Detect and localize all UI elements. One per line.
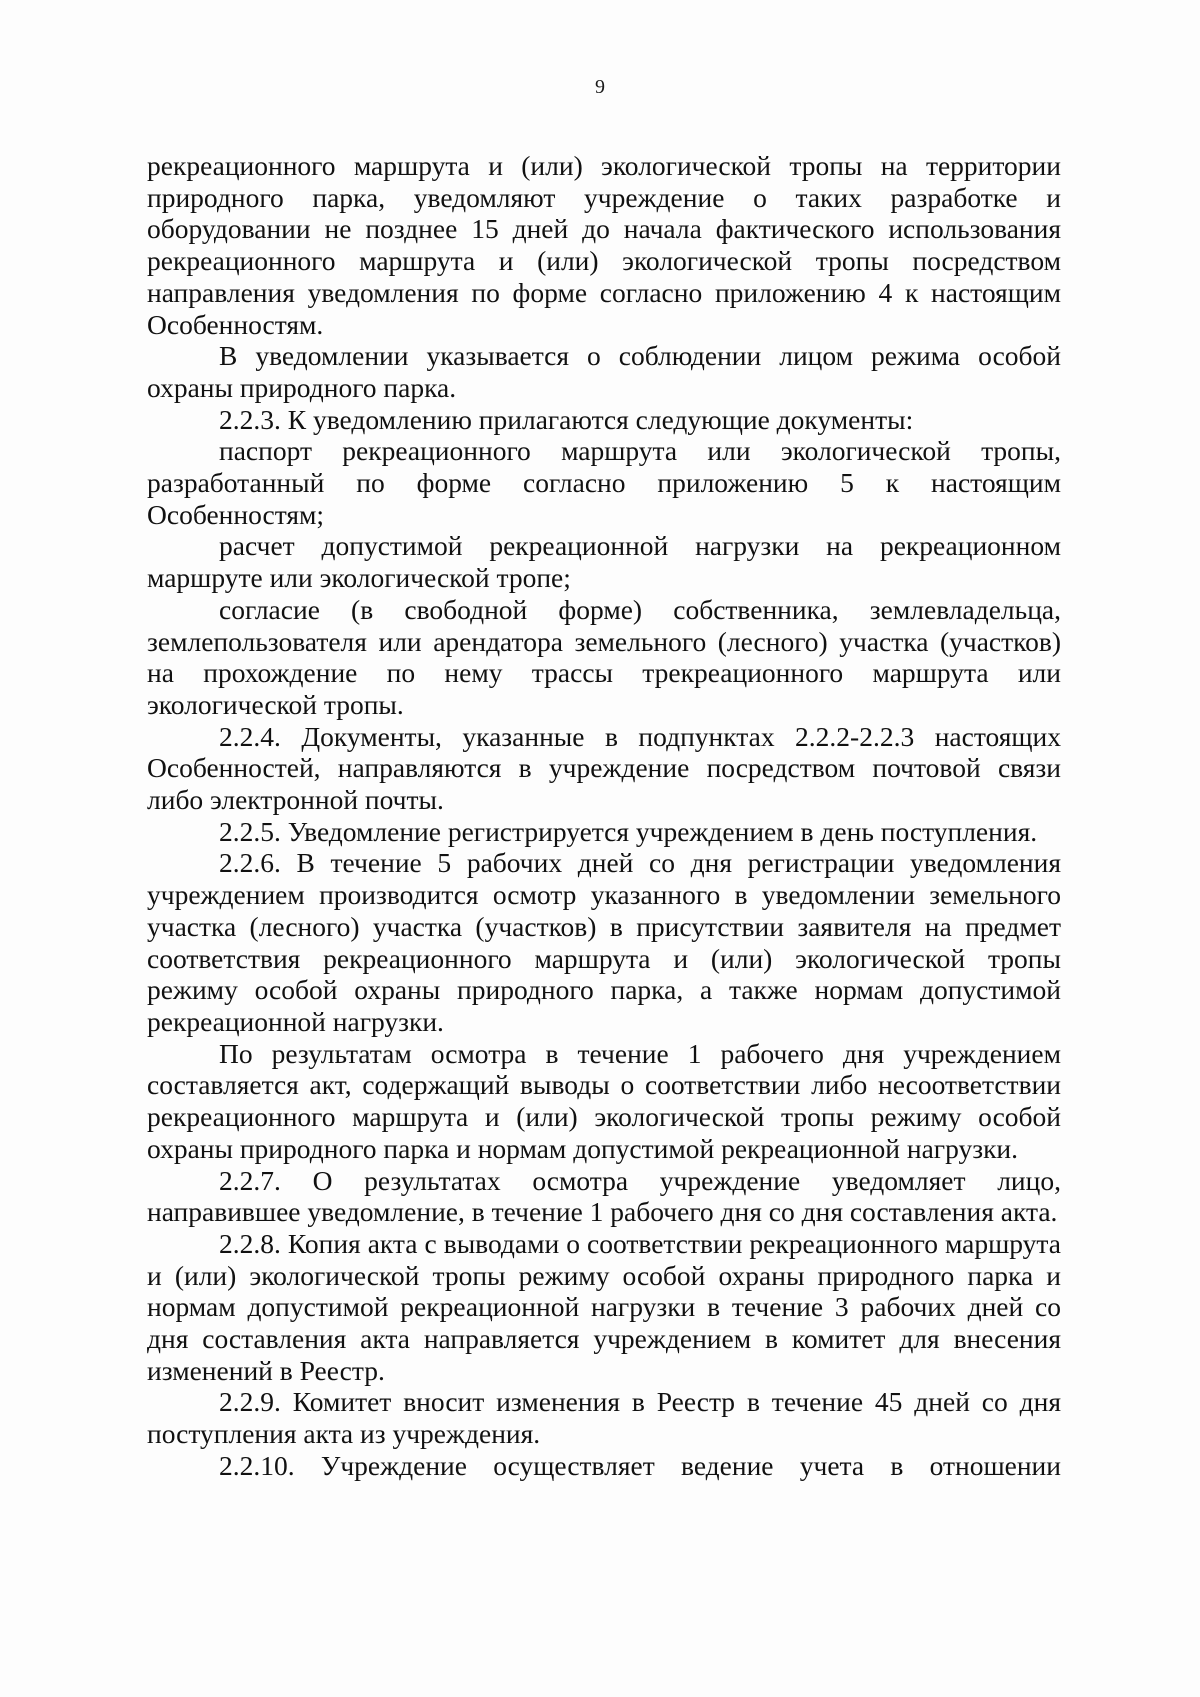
paragraph-2-2-4: 2.2.4. Документы, указанные в подпунктах 2.2.2-2.2.3 настоящих Особенностей, направляются в учреждение посредством почтовой связи либо электронной почты. (147, 720, 1061, 816)
paragraph-2-2-9: 2.2.9. Комитет вносит изменения в Реестр в течение 45 дней со дня поступления акта из учреждения. (147, 1386, 1061, 1450)
paragraph-2-2-6: 2.2.6. В течение 5 рабочих дней со дня регистрации уведомления учреждением производится осмотр указанного в уведомлении земельного участка (лесного) участка (участков) в присутствии заявителя на предмет соответствия рекреационного маршрута и (или) экологической тропы режиму особой охраны природного парка, а также нормам допустимой рекреационной нагрузки. (147, 847, 1061, 1037)
page-number: 9 (595, 76, 605, 98)
paragraph-continuation: рекреационного маршрута и (или) экологической тропы на территории природного парка, уведомляют учреждение о таких разработке и оборудовании не позднее 15 дней до начала фактического использования рекреационного маршрута и (или) экологической тропы посредством направления уведомления по форме согласно приложению 4 к настоящим Особенностям. (147, 150, 1061, 340)
paragraph-2-2-10: 2.2.10. Учреждение осуществляет ведение учета в отношении (219, 1449, 1061, 1481)
paragraph-route-passport: паспорт рекреационного маршрута или экологической тропы, разработанный по форме согласно приложению 5 к настоящим Особенностям; (147, 435, 1061, 530)
document-body (147, 150, 1061, 1482)
paragraph-notice-content: В уведомлении указывается о соблюдении лицом режима особой охраны природного парка. (147, 340, 1061, 403)
paragraph-2-2-3: 2.2.3. К уведомлению прилагаются следующие документы: (219, 403, 914, 435)
paragraph-2-2-5: 2.2.5. Уведомление регистрируется учреждением в день поступления. (219, 815, 1038, 847)
paragraph-inspection-act: По результатам осмотра в течение 1 рабочего дня учреждением составляется акт, содержащий выводы о соответствии либо несоответствии рекреационного маршрута и (или) экологической тропы режиму особой охраны природного парка и нормам допустимой рекреационной нагрузки. (147, 1037, 1061, 1164)
paragraph-2-2-7: 2.2.7. О результатах осмотра учреждение уведомляет лицо, направившее уведомление, в течение 1 рабочего дня со дня составления акта. (147, 1164, 1061, 1228)
paragraph-owner-consent: согласие (в свободной форме) собственника, землевладельца, землепользователя или арендатора земельного (лесного) участка (участков) на прохождение по нему трассы трекреационного маршрута или экологической тропы. (147, 593, 1061, 720)
paragraph-load-calculation: расчет допустимой рекреационной нагрузки на рекреационном маршруте или экологической тропе; (147, 530, 1061, 594)
paragraph-2-2-8: 2.2.8. Копия акта с выводами о соответствии рекреационного маршрута и (или) экологической тропы режиму особой охраны природного парка и нормам допустимой рекреационной нагрузки в течение 3 рабочих дней со дня составления акта направляется учреждением в комитет для внесения изменений в Реестр. (147, 1227, 1061, 1386)
